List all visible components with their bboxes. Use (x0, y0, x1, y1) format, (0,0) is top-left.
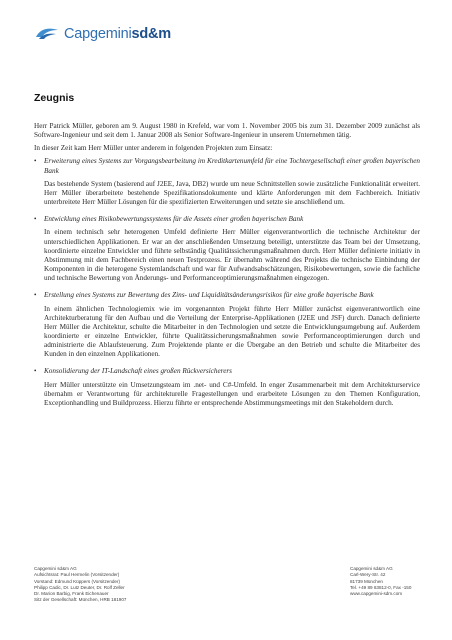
footer-line: Sitz der Gesellschaft: München, HRB 181907 (34, 597, 127, 603)
footer-line: Tel. +49 89 63812-0, Fax -150 (350, 584, 412, 590)
project-title: Entwicklung eines Risikobewertungssystems für die Assets einer großen bayerischen Bank (44, 215, 304, 224)
bullet-icon: • (34, 157, 37, 166)
document-title: Zeugnis (34, 92, 75, 104)
project-title: Erweiterung eines Systems zur Vorgangsbearbeitung im Kreditkartenumfeld für eine Tochtergesellschaft einer großen bayerischen Bank (44, 157, 420, 175)
project-description: In einem technisch sehr heterogenen Umfeld definierte Herr Müller eigenverantwortlich die technische Architektur der unterschiedlichen Applikationen. Er war an der anschließenden Umsetzung beteiligt, unterstützte das Team bei der Umsetzung, koordinierte einzelne Entwickler und führte selbständig Qualitätssicherungsmaßnahmen durch. Herr Müller definierte initiativ in Abstimmung mit dem Fachbereich einen neuen Testprozess. Er übernahm während des Projekts die technische Einbindung der Komponenten in die heterogene Systemlandschaft und war für Aufwandsabschätzungen, Risikobewertungen, sowie die fachliche und technische Bewertung von Änderungs- und Performanceoptimierungsmaßnahmen eingezogen. (44, 228, 420, 283)
project-description: Das bestehende System (basierend auf J2EE, Java, DB2) wurde um neue Schnittstellen sowie zusätzliche Funktionalität erweitert. Herr Müller überarbeitete bestehende Spezifikationsdokumente und klärte Anforderungen mit dem Fachbereich. Initiativ unterbreitete Herr Müller Lösungen für die spezifizierten Erweiterungen und setzte sie anschließend um. (44, 179, 420, 207)
footer-legal-info (34, 566, 126, 604)
intro-paragraph: Herr Patrick Müller, geboren am 9. August 1980 in Krefeld, war vom 1. November 2005 bis zum 31. Dezember 2009 zunächst als Software-Ingenieur und seit dem 1. Januar 2008 als Senior Software-Ingenieur in unserem Unternehmen tätig. (34, 122, 420, 140)
footer-line: Vorstand: Edmund Küppers (Vorsitzender) (34, 578, 121, 584)
footer-line: 81739 München (350, 578, 383, 584)
company-logo (34, 26, 171, 42)
document-body (34, 122, 420, 416)
footer-line: Aufsichtsrat: Paul Hermelin (Vorsitzender) (34, 572, 120, 578)
footer-line: Capgemini sd&m AG (34, 566, 77, 571)
project-title: Erstellung eines Systems zur Bewertung des Zins- und Liquiditätsänderungsrisikos für eine große bayerische Bank (44, 291, 374, 300)
project-title: Konsolidierung der IT-Landschaft eines großen Rückversicherers (44, 367, 232, 376)
project-description: In einem ähnlichen Technologiemix wie im vorgenannten Projekt führte Herr Müller zunächst eigenverantwortlich eine Architekturberatung für den Aufbau und die Verteilung der Enterprise-Applikationen (J2EE und JSF) durch. Danach definierte Herr Müller die Architektur, schulte die Mitarbeiter in den Technologien und setzte die Entwicklungsumgebung auf. Außerdem koordinierte er einzelne Entwickler, führte Qualitätssicherungsmaßnahmen sowie Performanceoptimierungen durch und administrierte die Ablaufsteuerung. Zum Projektende plante er die Übergabe an den Betrieb und schulte die Mitarbeiter des Kunden in den einzelnen Applikationen. (44, 304, 420, 359)
bullet-icon: • (34, 291, 37, 300)
project-description: Herr Müller unterstützte ein Umsetzungsteam im .net- und C#-Umfeld. In enger Zusammenarbeit mit dem Architekturservice übernahm er Verantwortung für architekturelle Fragestellungen und erarbeitete Lösungen zu den Themen Konfiguration, Exceptionhandling und Buildprozess. Hierzu führte er entsprechende Abstimmungsmeetings mit den Stakeholdern durch. (44, 380, 420, 407)
footer-line: Philipp Cadic, Dr. Lutz Deuter, Dr. Rolf Zeller (34, 584, 125, 590)
lead-paragraph: In dieser Zeit kam Herr Müller unter anderem in folgenden Projekten zum Einsatz: (34, 144, 273, 153)
bullet-icon: • (34, 215, 37, 224)
page-footer (34, 566, 420, 604)
project-item (34, 157, 420, 211)
project-item (34, 291, 420, 363)
footer-line: Carl-Wery-Str. 42 (350, 572, 386, 578)
logo-text-sdm: sd&m (131, 26, 172, 42)
capgemini-spade-icon (34, 27, 60, 41)
footer-line: www.capgemini-sdm.com (350, 591, 403, 597)
project-item (34, 367, 420, 412)
footer-address (350, 566, 420, 604)
logo-text-capgemini: Capgemini (64, 26, 132, 42)
logo-text (64, 26, 171, 42)
project-item (34, 215, 420, 287)
footer-line: Capgemini sd&m AG (350, 566, 393, 571)
bullet-icon: • (34, 367, 37, 376)
footer-line: Dr. Marion Barbig, Frank Eichenauer (34, 591, 109, 597)
